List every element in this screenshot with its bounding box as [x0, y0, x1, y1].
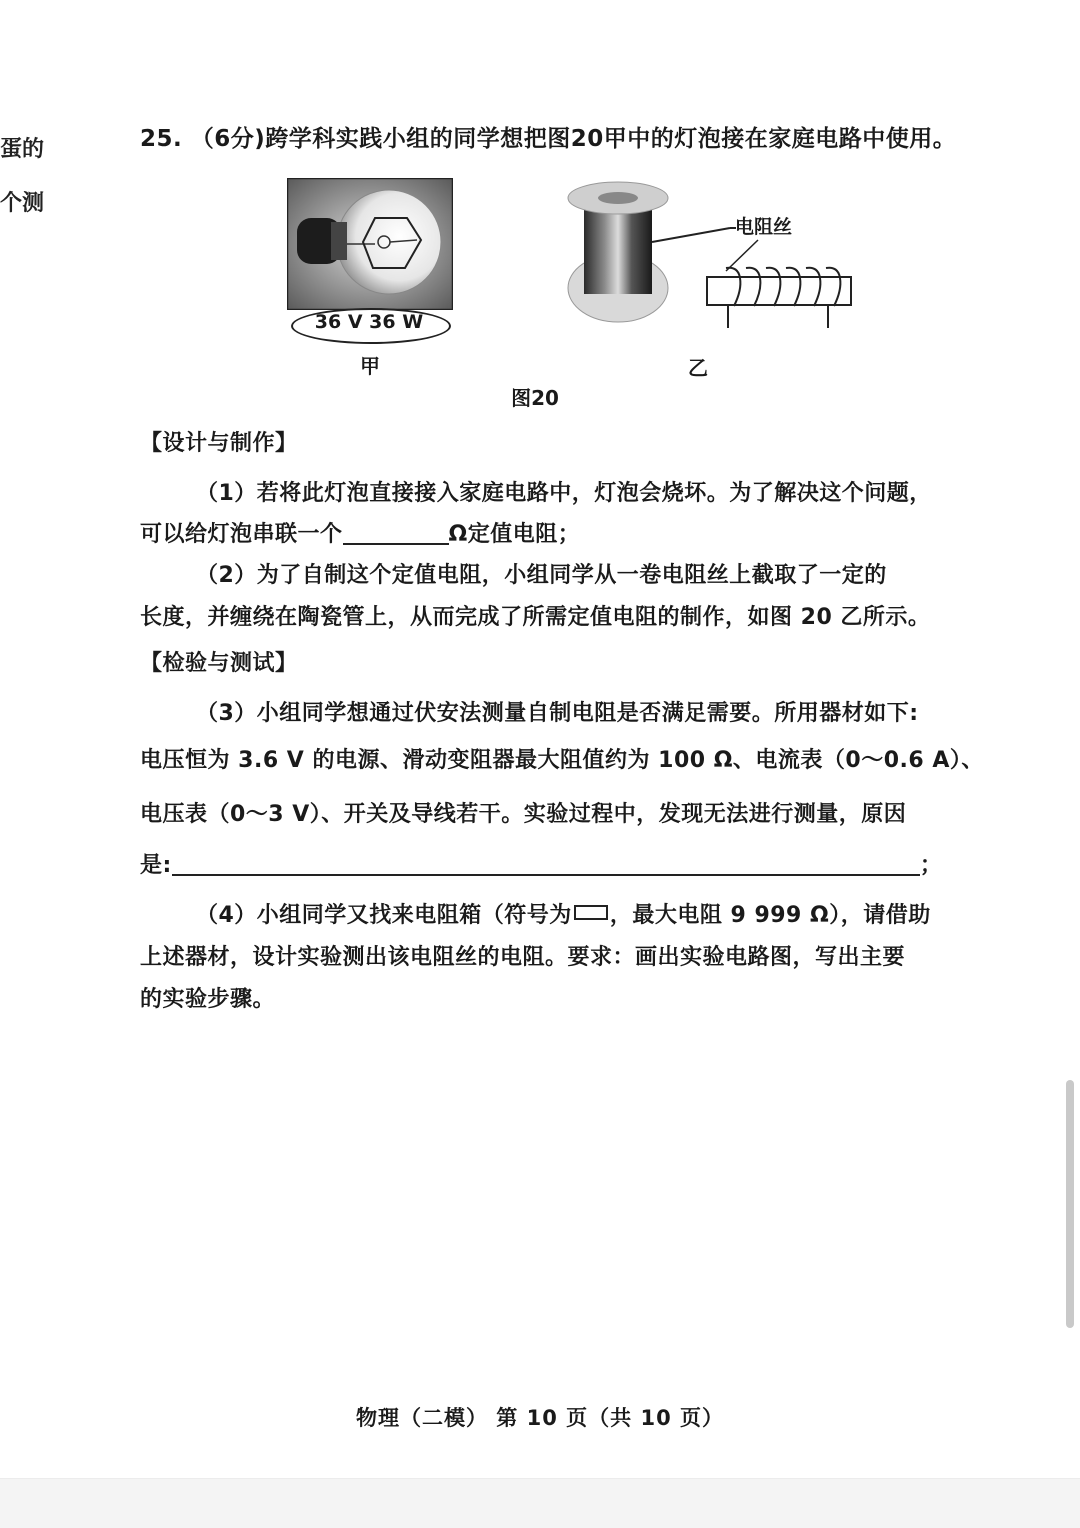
edge-fragment-2: 个测 — [0, 191, 45, 216]
part2-line2: 长度，并缠绕在陶瓷管上，从而完成了所需定值电阻的制作，如图 20 乙所示。 — [140, 605, 931, 630]
part1-text-a: 可以给灯泡串联一个 — [140, 522, 343, 547]
section-design-heading: 【设计与制作】 — [140, 431, 298, 456]
caption-right: 乙 — [688, 356, 708, 380]
part4-text-b: ，最大电阻 9 999 Ω），请借助 — [609, 903, 931, 928]
part1-line2 — [140, 517, 580, 548]
part3-text-a: 是: — [140, 853, 172, 878]
part2-line1: （2）为了自制这个定值电阻，小组同学从一卷电阻丝上截取了一定的 — [196, 563, 887, 588]
part4-line1 — [196, 898, 931, 929]
answer-blank-1[interactable] — [343, 521, 449, 545]
part4-line2: 上述器材，设计实验测出该电阻丝的电阻。要求：画出实验电路图，写出主要 — [140, 945, 906, 970]
wire-spool-icon — [560, 176, 860, 336]
part1-line1: （1）若将此灯泡直接接入家庭电路中，灯泡会烧坏。为了解决这个问题， — [196, 481, 932, 506]
part3-line3: 电压表（0～3 V）、开关及导线若干。实验过程中，发现无法进行测量，原因 — [140, 802, 907, 827]
answer-blank-2[interactable] — [172, 852, 920, 876]
part4-text-a: （4）小组同学又找来电阻箱（符号为 — [196, 903, 572, 928]
part3-line2: 电压恒为 3.6 V 的电源、滑动变阻器最大阻值约为 100 Ω、电流表（0～0.6 A）、 — [140, 748, 984, 773]
bulb-rating-label: 36 V 36 W — [314, 311, 424, 333]
question-intro: 25. （6分)跨学科实践小组的同学想把图20甲中的灯泡接在家庭电路中使用。 — [140, 126, 957, 152]
caption-left: 甲 — [360, 354, 380, 378]
bottom-bar — [0, 1478, 1080, 1528]
part3-line1: （3）小组同学想通过伏安法测量自制电阻是否满足需要。所用器材如下: — [196, 701, 919, 726]
part3-text-b: ； — [919, 853, 943, 878]
edge-fragment-1: 蛋的 — [0, 137, 45, 162]
page-footer: 物理（二模） 第 10 页（共 10 页） — [355, 1406, 724, 1430]
scrollbar-thumb[interactable] — [1066, 1080, 1074, 1328]
part4-line3: 的实验步骤。 — [140, 987, 276, 1012]
light-bulb-icon — [287, 178, 453, 310]
figure-bulb-photo — [287, 178, 453, 310]
figure-title: 图20 — [511, 386, 559, 410]
resistance-box-symbol-icon — [574, 905, 608, 920]
part1-text-b: Ω定值电阻； — [448, 522, 581, 547]
section-test-heading: 【检验与测试】 — [140, 651, 298, 676]
figure-resistance-wire — [560, 176, 860, 336]
part3-line4 — [140, 848, 942, 879]
wire-label: 电阻丝 — [735, 216, 793, 238]
